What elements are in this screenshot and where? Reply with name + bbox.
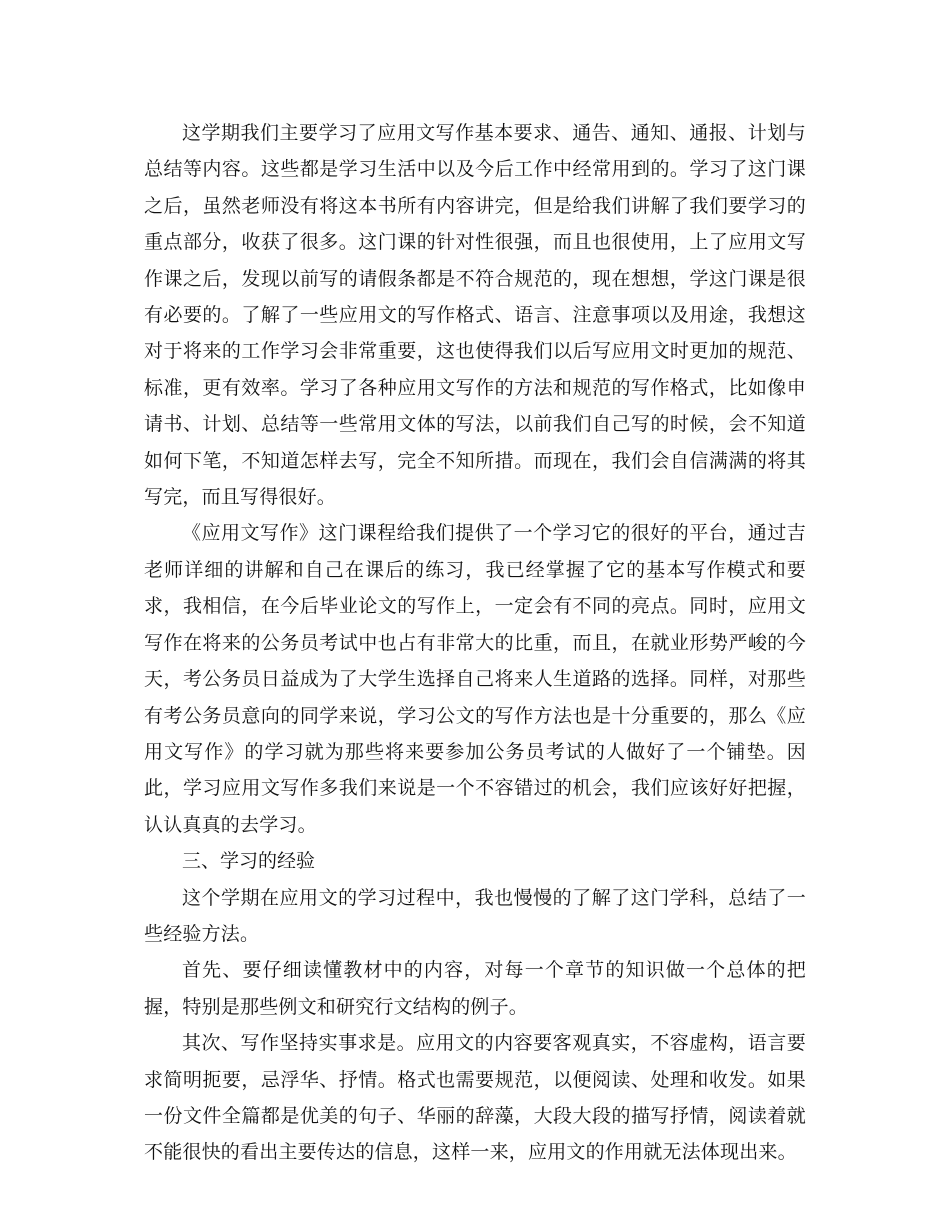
paragraph-second-point: 其次、写作坚持实事求是。应用文的内容要客观真实，不容虚构，语言要求简明扼要，忌浮华、抒情。格式也需要规范，以便阅读、处理和收发。如果一份文件全篇都是优美的句子、华丽的辞藻，大段大段的描写抒情，阅读着就不能很快的看出主要传达的信息，这样一来，应用文的作用就无法体现出来。 [144,1032,806,1164]
paragraph-first-point: 首先、要仔细读懂教材中的内容，对每一个章节的知识做一个总体的把握，特别是那些例文和研究行文结构的例子。 [144,959,806,1018]
document-body [144,115,806,1171]
paragraph-course-value: 《应用文写作》这门课程给我们提供了一个学习它的很好的平台，通过吉老师详细的讲解和自己在课后的练习，我已经掌握了它的基本写作模式和要求，我相信，在今后毕业论文的写作上，一定会有不同的亮点。同时，应用文写作在将来的公务员考试中也占有非常大的比重，而且，在就业形势严峻的今天，考公务员日益成为了大学生选择自己将来人生道路的选择。同样，对那些有考公务员意向的同学来说，学习公文的写作方法也是十分重要的，那么《应用文写作》的学习就为那些将来要参加公务员考试的人做好了一个铺垫。因此，学习应用文写作多我们来说是一个不容错过的机会，我们应该好好把握，认认真真的去学习。 [144,522,806,836]
section-heading-experience: 三、学习的经验 [182,850,316,873]
paragraph-experience-intro: 这个学期在应用文的学习过程中，我也慢慢的了解了这门学科，总结了一些经验方法。 [144,886,806,945]
paragraph-course-summary: 这学期我们主要学习了应用文写作基本要求、通告、通知、通报、计划与总结等内容。这些都是学习生活中以及今后工作中经常用到的。学习了这门课之后，虽然老师没有将这本书所有内容讲完，但是给我们讲解了我们要学习的重点部分，收获了很多。这门课的针对性很强，而且也很使用，上了应用文写作课之后，发现以前写的请假条都是不符合规范的，现在想想，学这门课是很有必要的。了解了一些应用文的写作格式、语言、注意事项以及用途，我想这对于将来的工作学习会非常重要，这也使得我们以后写应用文时更加的规范、标准，更有效率。学习了各种应用文写作的方法和规范的写作格式，比如像申请书、计划、总结等一些常用文体的写法，以前我们自己写的时候，会不知道如何下笔，不知道怎样去写，完全不知所措。而现在，我们会自信满满的将其写完，而且写得很好。 [144,122,806,509]
